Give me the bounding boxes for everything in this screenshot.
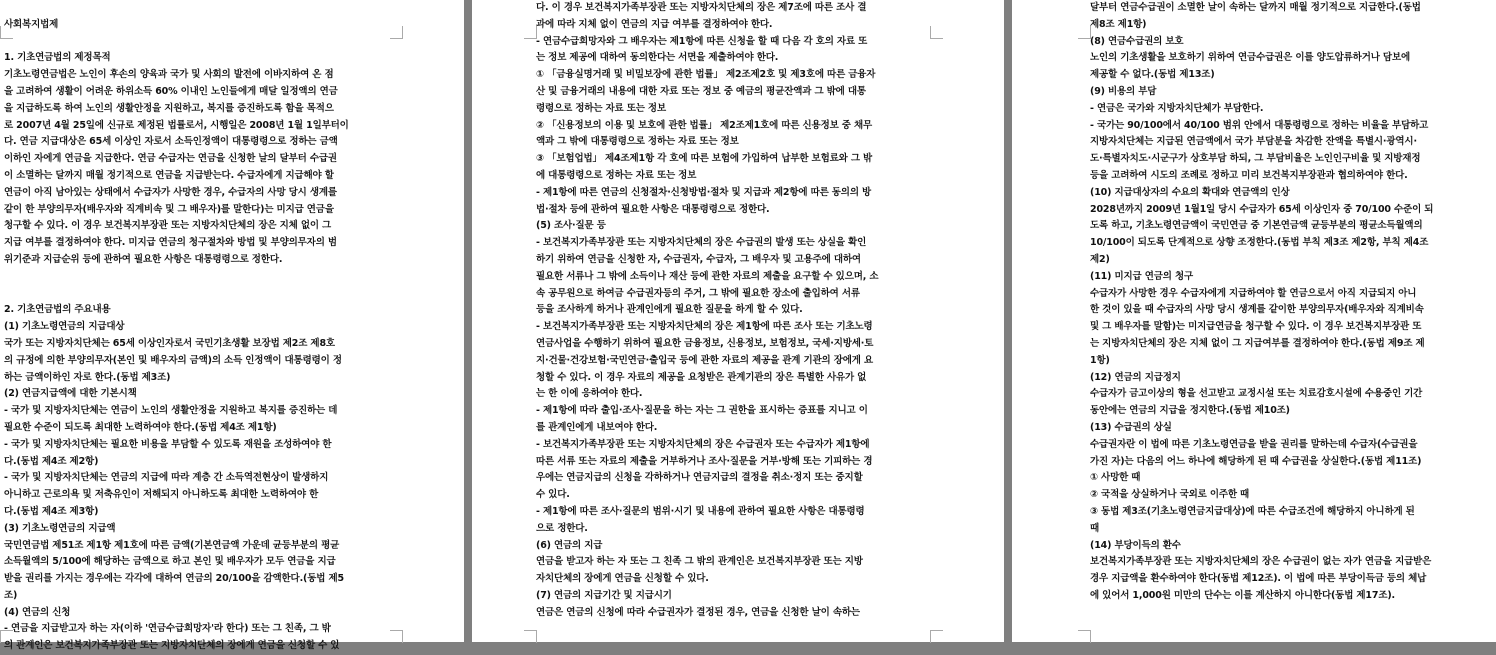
text-line: 는 한 이에 응하여야 한다.: [536, 388, 643, 400]
text-line: 하는 금액이하인 자로 한다.(동법 제3조): [4, 371, 171, 383]
text-line: ② 「신용정보의 이용 및 보호에 관한 법률」 제2조제1호에 따른 신용정보 중 채무: [536, 119, 873, 131]
text-line: 액과 그 밖에 대통령령으로 정하는 자료 또는 정보: [536, 136, 739, 148]
text-line: 로 2007년 4월 25일에 신규로 제정된 법률로서, 시행일은 2008년 1월 1일부터이: [4, 119, 349, 131]
text-line: 하기 위하여 연금을 신청한 자, 수급권자, 수급자, 그 배우자 및 고용주에 대하여: [536, 253, 861, 265]
page-text-column: [1090, 0, 1488, 642]
page-text-column: [536, 0, 940, 642]
text-line: [4, 34, 458, 51]
text-line: - 보건복지가족부장관 또는 지방자치단체의 장은 제1항에 따른 조사 또는 기초노령: [536, 321, 873, 333]
text-line: - 보건복지가족부장관 또는 지방자치단체의 장은 수급권자 또는 수급자가 제1항에: [536, 438, 870, 450]
text-line: 지급 여부를 결정하여야 한다. 미지급 연금의 청구절차와 방법 및 부양의무자의 범: [4, 237, 337, 249]
text-line: 산 및 금융거래의 내용에 대한 자료 또는 정보 중 예금의 평균잔액과 그 밖에 대통: [536, 85, 866, 97]
text-line: 등을 고려하여 시도의 조례로 정하고 미리 보건복지부장관과 협의하여야 한다.: [1090, 169, 1408, 181]
text-line: ① 「금융실명거래 및 비밀보장에 관한 법률」 제2조제2호 및 제3호에 따른 금융자: [536, 69, 876, 81]
text-line: - 제1항에 따른 연금의 신청절차·신청방법·절차 및 지급과 제2항에 따른 동의의 방: [536, 186, 872, 198]
text-line: 사회복지법제: [4, 18, 59, 30]
text-line: 동안에는 연금의 지급을 정지한다.(동법 제10조): [1090, 405, 1290, 417]
text-line: 도·특별자치도·시군구가 상호부담 하되, 그 부담비율은 노인인구비율 및 지방재정: [1090, 153, 1421, 165]
text-line: 지·건물·건강보험·국민연금·출입국 등에 관한 자료의 제공을 관계 기관의 장에게 요: [536, 354, 873, 366]
text-line: 수급자가 금고이상의 형을 선고받고 교정시설 또는 치료감호시설에 수용중인 기간: [1090, 388, 1423, 400]
text-line: - 국가는 90/100에서 40/100 범위 안에서 대통령령으로 정하는 비율을 부담하고: [1090, 119, 1429, 131]
text-line: 속 공무원으로 하여금 수급권자등의 주거, 그 밖에 필요한 장소에 출입하여 서류: [536, 287, 860, 299]
text-line: (1) 기초노령연금의 지급대상: [4, 321, 125, 333]
text-line: 이하인 자에게 연금을 지급한다. 연금 수급자는 연금을 신청한 날의 달부터 수급권: [4, 153, 337, 165]
text-line: - 연금을 지급받고자 하는 자(이하 '연금수급희망자'라 한다) 또는 그 친족, 그 밖: [4, 623, 331, 635]
page-text-column: [4, 0, 458, 652]
text-line: 다.(동법 제4조 제2항): [4, 455, 99, 467]
text-line: 청할 수 있다. 이 경우 자료의 제공을 요청받은 관계기관의 장은 특별한 사유가 없: [536, 371, 867, 383]
text-line: 한 것이 있을 때 수급자의 사망 당시 생계를 같이한 부양의무자(배우자와 직계비속: [1090, 304, 1424, 316]
text-line: - 보건복지가족부장관 또는 지방자치단체의 장은 수급권의 발생 또는 상실을 확인: [536, 237, 867, 249]
text-line: ③ 동법 제3조(기초노령연금지급대상)에 따른 수급조건에 해당하지 아니하게 된: [1090, 505, 1415, 517]
text-line: 제2): [1090, 253, 1110, 265]
text-line: 연금사업을 수행하기 위하여 필요한 금융정보, 신용정보, 보험정보, 국세·지방세·토: [536, 337, 874, 349]
text-line: [4, 286, 458, 303]
text-line: 2. 기초연금법의 주요내용: [4, 304, 111, 316]
text-line: 의 관계인은 보건복지가족부장관 또는 지방자치단체의 장에게 연금을 신청할 수 있: [4, 640, 340, 652]
text-line: 위기준과 지급순위 등에 관하여 필요한 사항은 대통령령으로 정한다.: [4, 253, 283, 265]
text-line: 이 소멸하는 달까지 매월 정기적으로 연금을 지급받는다. 수급자에게 지급해야 할: [4, 169, 334, 181]
text-line: 조): [4, 589, 18, 601]
text-line: 을 지급하도록 하여 노인의 생활안정을 지원하고, 복지를 증진하도록 함을 목적으: [4, 102, 334, 114]
text-line: 연금은 연금의 신청에 따라 수급권자가 결정된 경우, 연금을 신청한 날이 속하는: [536, 606, 860, 618]
text-line: 자치단체의 장에게 연금을 신청할 수 있다.: [536, 573, 709, 585]
document-page-2: [472, 0, 1004, 642]
text-line: - 연금은 국가와 지방자치단체가 부담한다.: [1090, 102, 1264, 114]
text-line: 2028년까지 2009년 1월1일 당시 수급자가 65세 이상인자 중 70/100 수준이 되: [1090, 203, 1434, 215]
text-line: [4, 269, 458, 286]
text-line: 수급자가 사망한 경우 수급자에게 지급하여야 할 연금으로서 아직 지급되지 아니: [1090, 287, 1417, 299]
text-line: 를 관계인에게 내보여야 한다.: [536, 421, 658, 433]
text-line: 도록 하고, 기초노령연금액이 국민연금 중 기본연금액 균등부분의 평균소득월액의: [1090, 220, 1423, 232]
text-line: (2) 연금지급액에 대한 기본시책: [4, 388, 137, 400]
text-line: 따른 서류 또는 자료의 제출을 거부하거나 조사·질문을 거부·방해 또는 기피하는 경: [536, 455, 873, 467]
text-line: - 국가 및 지방자치단체는 필요한 비용을 부담할 수 있도록 재원을 조성하여야 한: [4, 438, 332, 450]
text-line: 령령으로 정하는 자료 또는 정보: [536, 102, 666, 114]
text-line: 으로 정한다.: [536, 522, 588, 534]
text-line: 달부터 연금수급권이 소멸한 날이 속하는 달까지 매월 정기적으로 지급한다.(동법: [1090, 2, 1421, 13]
text-line: 에 대통령령으로 정하는 자료 또는 정보: [536, 169, 697, 181]
text-line: (8) 연금수급권의 보호: [1090, 35, 1184, 47]
text-line: 수 있다.: [536, 489, 570, 501]
text-line: 노인의 기초생활을 보호하기 위하여 연금수급권은 이를 양도압류하거나 담보에: [1090, 52, 1410, 64]
text-line: (10) 지급대상자의 수요의 확대와 연금액의 인상: [1090, 186, 1290, 198]
text-line: 기초노령연금법은 노인이 후손의 양육과 국가 및 사회의 발전에 이바지하여 온 점: [4, 69, 334, 81]
text-line: 등을 조사하게 하거나 관계인에게 필요한 질문을 하게 할 수 있다.: [536, 304, 803, 316]
text-line: 는 정보 제공에 대하여 동의한다는 서면을 제출하여야 한다.: [536, 52, 779, 64]
text-line: 소득월액의 5/100에 해당하는 금액으로 하고 본인 및 배우자가 모두 연금을 지급: [4, 556, 336, 568]
text-line: - 국가 및 지방자치단체는 연금이 노인의 생활안정을 지원하고 복지를 증진하는 데: [4, 405, 338, 417]
text-line: 1항): [1090, 354, 1110, 366]
text-line: (6) 연금의 지급: [536, 539, 603, 551]
text-line: (7) 연금의 지급기간 및 지급시기: [536, 589, 672, 601]
text-line: [4, 0, 458, 17]
text-line: 10/100이 되도록 단계적으로 상향 조정한다.(동법 부칙 제3조 제2항, 부칙 제4조: [1090, 237, 1429, 249]
text-line: 에 있어서 1,000원 미만의 단수는 이를 계산하지 아니한다(동법 제17조).: [1090, 589, 1395, 601]
text-line: 의 규정에 의한 부양의무자(본인 및 배우자의 금액)의 소득 인정액이 대통령령이 정: [4, 354, 342, 366]
text-line: (3) 기초노령연금의 지급액: [4, 522, 116, 534]
text-line: (13) 수급권의 상실: [1090, 421, 1172, 433]
text-line: 을 고려하여 생활이 어려운 하위소득 60% 이내인 노인들에게 매달 일정액의 연금: [4, 85, 338, 97]
text-line: 과에 따라 지체 없이 연금의 지급 여부를 결정하여야 한다.: [536, 18, 773, 30]
text-line: ② 국적을 상실하거나 국외로 이주한 때: [1090, 489, 1250, 501]
text-line: 및 그 배우자를 말함)는 미지급연금을 청구할 수 있다. 이 경우 보건복지부장관 또: [1090, 321, 1422, 333]
text-line: 다. 이 경우 보건복지가족부장관 또는 지방자치단체의 장은 제7조에 따른 조사 결: [536, 2, 867, 13]
text-line: 법·절차 등에 관하여 필요한 사항은 대통령령으로 정한다.: [536, 203, 770, 215]
text-line: 1. 기초연금법의 제정목적: [4, 52, 111, 64]
text-line: 지방자치단체는 지급된 연금액에서 국가 부담분을 차감한 잔액을 특별시·광역시·: [1090, 136, 1417, 148]
text-line: ③ 「보험업법」 제4조제1항 각 호에 따른 보험에 가입하여 납부한 보험료와 그 밖: [536, 153, 873, 165]
text-line: 국민연금법 제51조 제1항 제1호에 따른 금액(기본연금액 가운데 균등부분의 평균: [4, 539, 340, 551]
text-line: - 제1항에 따른 조사·질문의 범위·시기 및 내용에 관하여 필요한 사항은 대통령령: [536, 505, 865, 517]
text-line: 필요한 수준이 되도록 최대한 노력하여야 한다.(동법 제4조 제1항): [4, 421, 277, 433]
text-line: 제8조 제1항): [1090, 18, 1147, 30]
text-line: - 제1항에 따라 출입·조사·질문을 하는 자는 그 권한을 표시하는 증표를 지니고 이: [536, 405, 868, 417]
text-line: 청구할 수 있다. 이 경우 보건복지부장관 또는 지방자치단체의 장은 지체 없이 그: [4, 220, 332, 232]
text-line: 아니하고 근로의욕 및 저축유인이 저해되지 아니하도록 최대한 노력하여야 한: [4, 489, 319, 501]
text-line: (9) 비용의 부담: [1090, 85, 1157, 97]
text-line: 국가 또는 지방자치단체는 65세 이상인자로서 국민기초생활 보장법 제2조 제8호: [4, 337, 335, 349]
text-line: 연금을 받고자 하는 자 또는 그 친족 그 밖의 관계인은 보건복지부장관 또는 지방: [536, 556, 863, 568]
text-line: 때: [1090, 522, 1100, 534]
document-page-3: [1012, 0, 1496, 642]
text-line: 필요한 서류나 그 밖에 소득이나 재산 등에 관한 자료의 제출을 요구할 수 있으며, 소: [536, 270, 879, 282]
text-line: 같이 한 부양의무자(배우자와 직계비속 및 그 배우자)를 말한다)는 미지급 연금을: [4, 203, 334, 215]
text-line: 다.(동법 제4조 제3항): [4, 505, 99, 517]
text-line: 수급권자란 이 법에 따른 기초노령연금을 받을 권리를 말하는데 수급자(수급권을: [1090, 438, 1418, 450]
text-line: (12) 연금의 지급정지: [1090, 371, 1181, 383]
text-line: 받을 권리를 가지는 경우에는 각각에 대하여 연금의 20/100을 감액한다.(동법 제5: [4, 573, 344, 585]
text-line: 다. 연금 지급대상은 65세 이상인 자로서 소득인정액이 대통령령으로 정하는 금액: [4, 136, 338, 148]
text-line: - 국가 및 지방자치단체는 연금의 지급에 따라 계층 간 소득역전현상이 발생하지: [4, 472, 329, 484]
text-line: 보건복지가족부장관 또는 지방자치단체의 장은 수급권이 없는 자가 연금을 지급받은: [1090, 556, 1432, 568]
text-line: 는 지방자치단체의 장은 지체 없이 그 지급여부를 결정하여야 한다.(동법 제9조 제: [1090, 337, 1425, 349]
text-line: (4) 연금의 신청: [4, 606, 71, 618]
text-line: (5) 조사·질문 등: [536, 220, 606, 232]
text-line: 연금이 아직 남아있는 상태에서 수급자가 사망한 경우, 수급자의 사망 당시 생계를: [4, 186, 337, 198]
text-line: - 연금수급희망자와 그 배우자는 제1항에 따른 신청을 할 때 다음 각 호의 자료 또: [536, 35, 868, 47]
text-line: (11) 미지급 연금의 청구: [1090, 270, 1193, 282]
text-line: ① 사망한 때: [1090, 472, 1141, 484]
text-line: 우에는 연금지급의 신청을 각하하거나 연금지급의 결정을 취소·정지 또는 중지할: [536, 472, 863, 484]
text-line: 가진 자)는 다음의 어느 하나에 해당하게 된 때 수급권을 상실한다.(동법 제11조): [1090, 455, 1422, 467]
document-page-1: [0, 0, 464, 652]
text-line: 제공할 수 없다.(동법 제13조): [1090, 69, 1215, 81]
text-line: 경우 지급액을 환수하여야 한다(동법 제12조). 이 법에 따른 부당이득금 등의 체납: [1090, 573, 1427, 585]
text-line: (14) 부당이득의 환수: [1090, 539, 1181, 551]
